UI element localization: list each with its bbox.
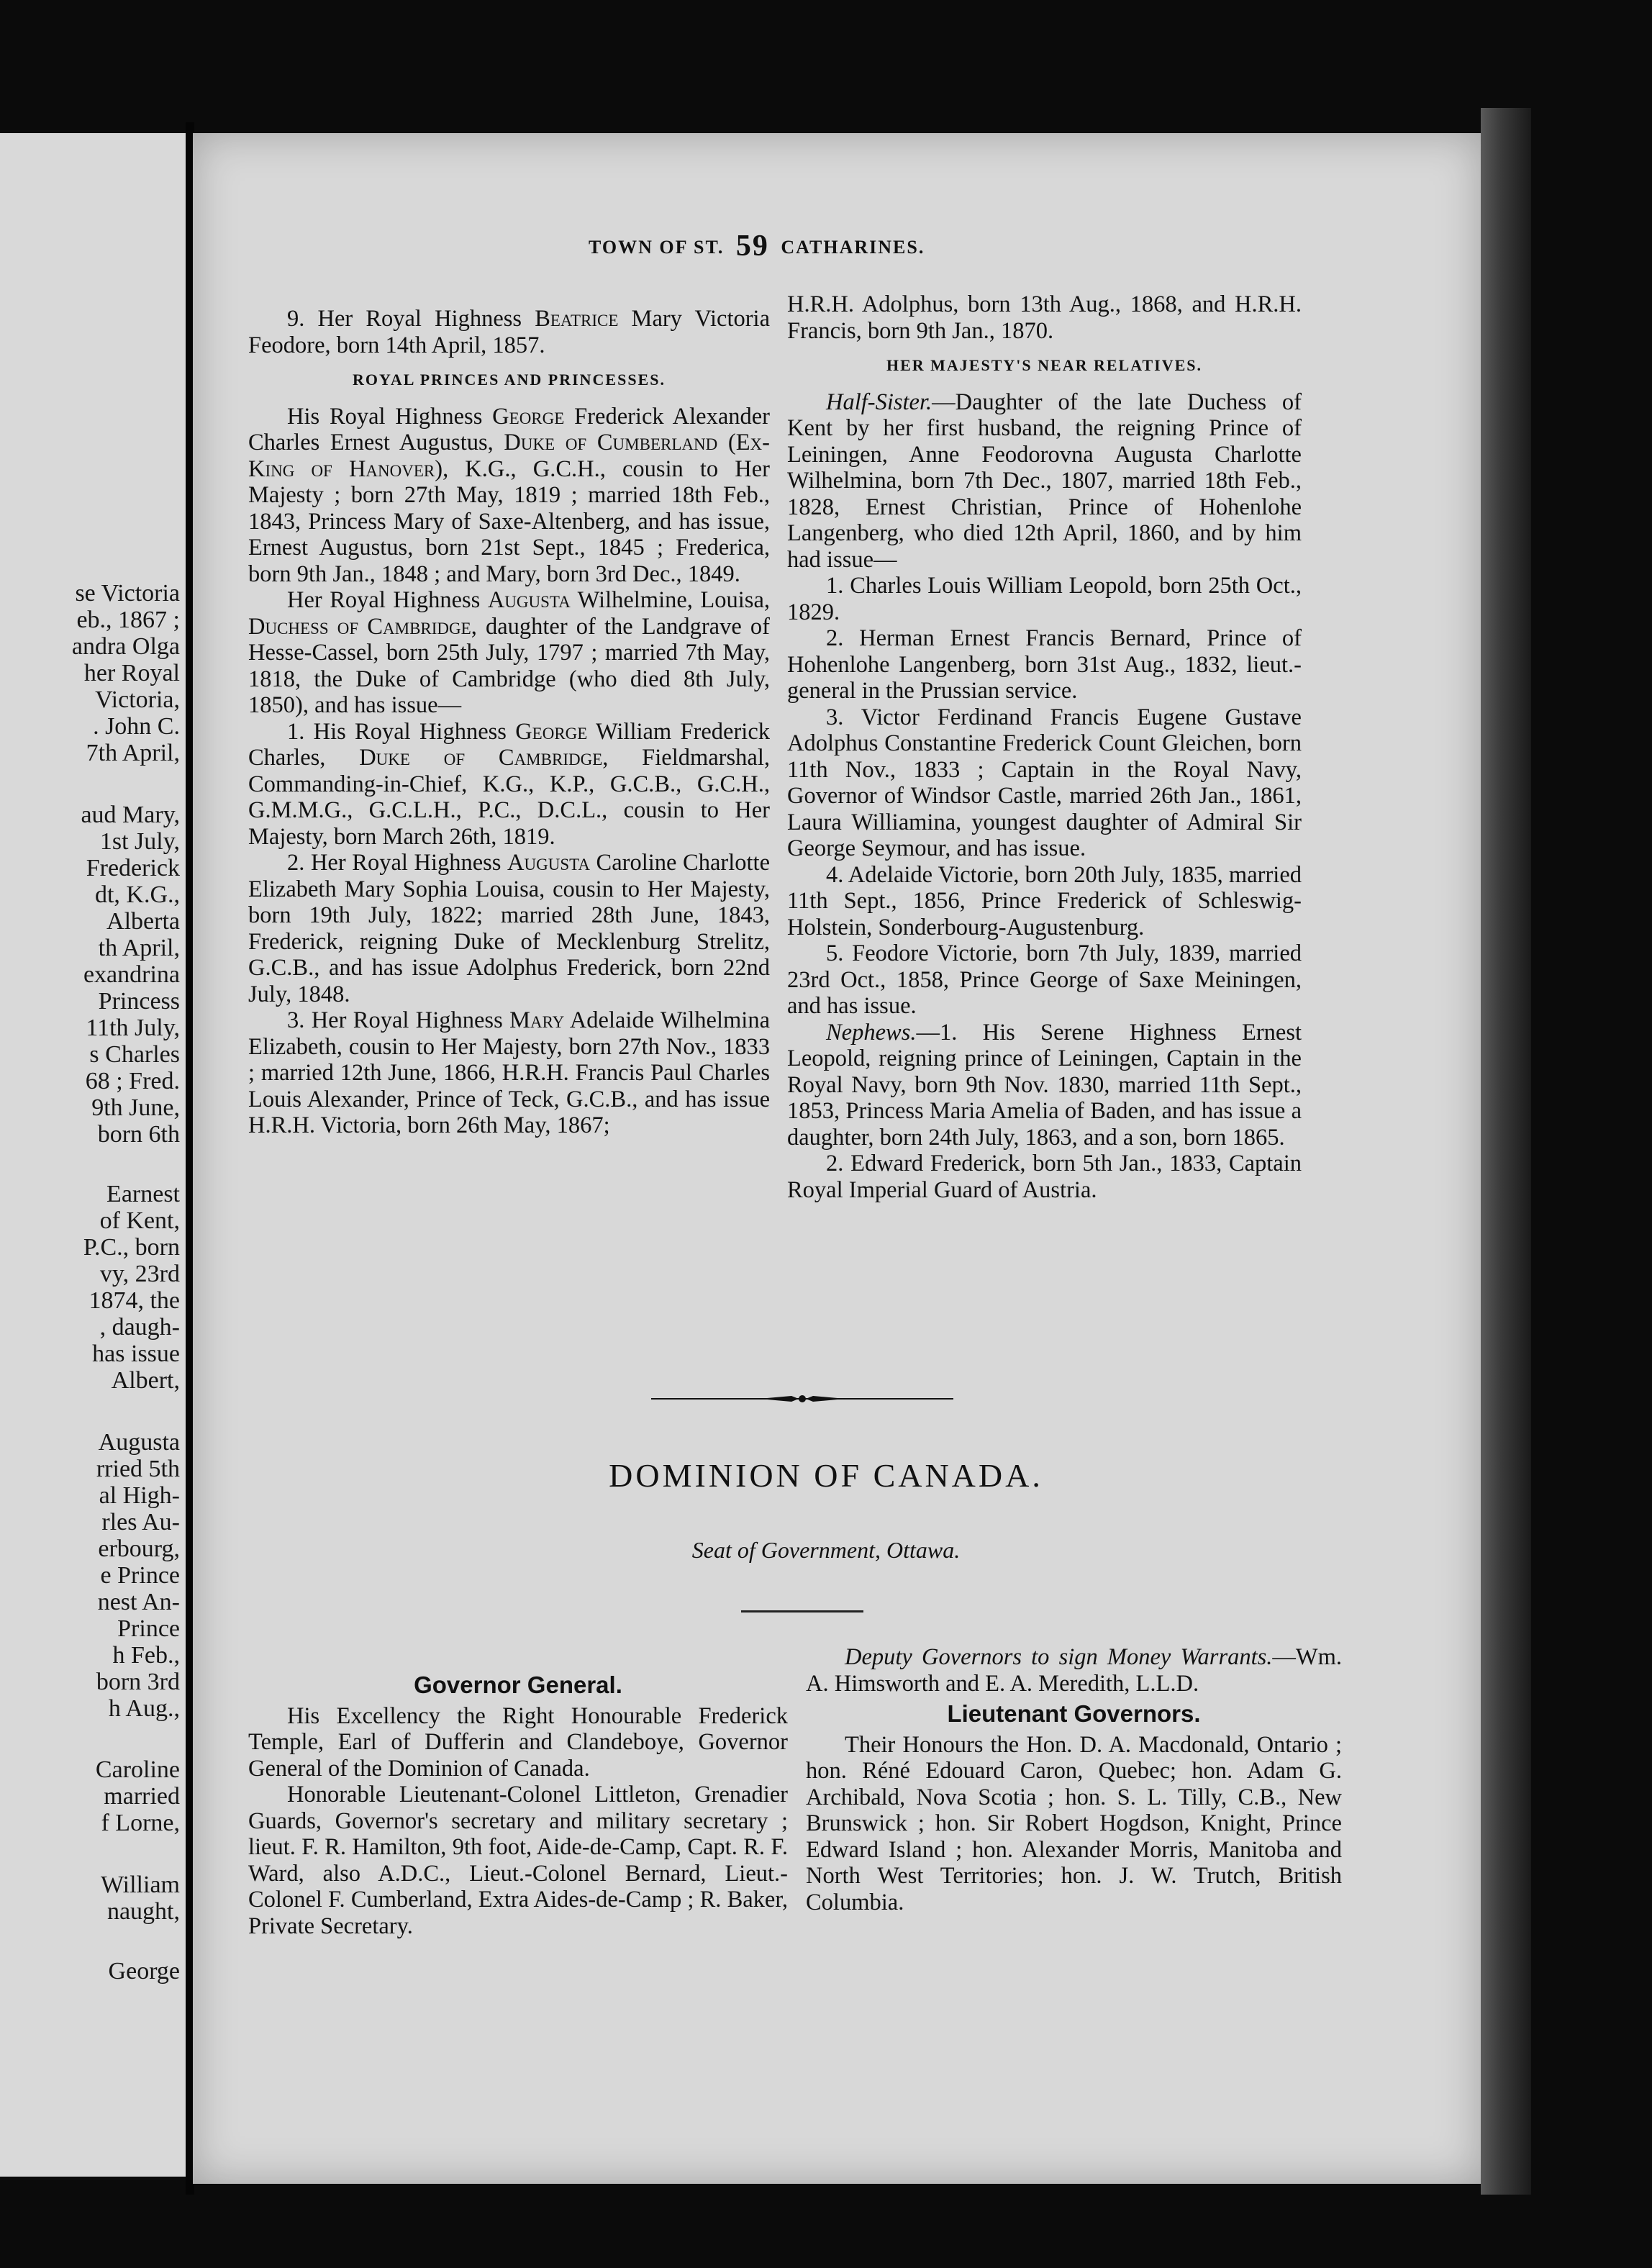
facing-page-line: e Prince [100,1562,180,1589]
facing-page-line: Augusta [98,1429,180,1456]
paragraph-continuation: H.R.H. Adolphus, born 13th Aug., 1868, and H.R.H. Francis, born 9th Jan., 1870. [787,291,1302,344]
paragraph-issue-1: 1. His Royal Highness George William Frederick Charles, Duke of Cambridge, Fieldmarshal, Commanding-in-Chief, K.G., K.P., G.C.B., G.C.H., G.M.M.G., G.C.L.H., P.C., D.C.L., cousin to Her Majesty, born March 26th, 1819. [248,718,770,850]
facing-page-line: dt, K.G., [94,881,180,908]
facing-page-line: married [104,1783,180,1810]
page-edge [1481,108,1531,2195]
facing-page-line: P.C., born [83,1234,180,1261]
facing-page-line: Princess [98,988,180,1015]
facing-page-line: rried 5th [96,1456,180,1482]
facing-page-line: eb., 1867 ; [76,607,180,633]
paragraph-george-cumberland: His Royal Highness George Frederick Alexander Charles Ernest Augustus, Duke of Cumberland (Ex-King of Hanover), K.G., G.C.H., cousin to Her Majesty ; born 27th May, 1819 ; married 18th Feb., 1843, Princess Mary of Saxe-Altenberg, and has issue, Ernest Augustus, born 21st Sept., 1845 ; Frederica, born 9th Jan., 1848 ; and Mary, born 3rd Dec., 1849. [248,403,770,587]
header-left: TOWN OF ST. [589,237,725,258]
facing-page-line: Albert, [111,1367,180,1394]
facing-page-line: nest An- [97,1589,180,1615]
facing-page-line: 7th April, [86,740,180,766]
facing-page-line: Alberta [106,908,180,935]
ornamental-divider [651,1393,953,1405]
facing-page-line: Frederick [86,855,180,881]
header-right: CATHARINES. [781,237,925,258]
facing-page-line: al High- [99,1482,180,1509]
column-left-top [248,306,770,1139]
facing-page-line: h Feb., [112,1642,180,1669]
facing-page-line: s Charles [89,1041,180,1068]
page-number: 59 [735,230,769,263]
paragraph-nephews: Nephews.—1. His Serene Highness Ernest Leopold, reigning prince of Leiningen, Captain in the Royal Navy, born 9th Nov. 1830, married 11th Sept., 1853, Princess Maria Amelia of Baden, and has issue a daughter, born 24th July, 1863, and a son, born 1865. [787,1019,1302,1151]
facing-page-line: 9th June, [91,1094,180,1121]
facing-page-line: Earnest [106,1181,180,1207]
facing-page-line: f Lorne, [101,1810,180,1836]
running-header [589,229,925,263]
facing-page-line: 1st July, [99,828,180,855]
paragraph-augusta-cambridge: Her Royal Highness Augusta Wilhelmine, Louisa, Duchess of Cambridge, daughter of the Landgrave of Hesse-Cassel, born 25th July, 1797 ; married 7th May, 1818, the Duke of Cambridge (who died 8th July, 1850), and has issue— [248,587,770,718]
facing-page-fragment [0,133,186,2177]
facing-page-line: William [100,1872,180,1898]
paragraph-issue-2: 2. Her Royal Highness Augusta Caroline Charlotte Elizabeth Mary Sophia Louisa, cousin to Her Majesty, born 19th July, 1822; married 28th June, 1843, Frederick, reigning Duke of Mecklenburg Strelitz, G.C.B., and has issue Adolphus Frederick, born 22nd July, 1848. [248,850,770,1007]
column-left-bottom [248,1668,788,1939]
facing-page-line: . John C. [93,713,180,740]
paragraph-relative-3: 3. Victor Ferdinand Francis Eugene Gustave Adolphus Constantine Frederick Count Gleichen, born 11th Nov., 1833 ; Captain in the Royal Navy, Governor of Windsor Castle, married 26th Jan., 1861, Laura Williamina, youngest daughter of Admiral Sir George Seymour, and has issue. [787,704,1302,861]
heading-governor-general: Governor General. [414,1671,622,1698]
facing-page-line: Victoria, [95,686,180,713]
paragraph-deputy-governors: Deputy Governors to sign Money Warrants.—Wm. A. Himsworth and E. A. Meredith, L.L.D. [806,1644,1342,1697]
paragraph-relative-5: 5. Feodore Victorie, born 7th July, 1839, married 23rd Oct., 1858, Prince George of Saxe Meiningen, and has issue. [787,940,1302,1019]
paragraph-relative-1: 1. Charles Louis William Leopold, born 25th Oct., 1829. [787,573,1302,625]
section-title: DOMINION OF CANADA. [609,1457,1043,1494]
facing-page-line: andra Olga [71,633,180,660]
facing-page-line: rles Au- [101,1509,180,1536]
facing-page-line: 68 ; Fred. [85,1068,180,1094]
paragraph-staff: Honorable Lieutenant-Colonel Littleton, Grenadier Guards, Governor's secretary and military secretary ; lieut. F. R. Hamilton, 9th foot, Aide-de-Camp, Capt. R. F. Ward, also A.D.C., Lieut.-Colonel Bernard, Lieut.-Colonel F. Cumberland, Extra Aides-de-Camp ; R. Baker, Private Secretary. [248,1782,788,1939]
facing-page-line: erbourg, [98,1536,180,1562]
paragraph-beatrice: 9. Her Royal Highness Beatrice Mary Victoria Feodore, born 14th April, 1857. [248,306,770,358]
facing-page-line: se Victoria [75,580,180,607]
heading-lieutenant-governors: Lieutenant Governors. [947,1700,1201,1727]
facing-page-line: born 3rd [96,1669,180,1695]
short-rule [741,1610,863,1612]
facing-page-line: naught, [106,1898,180,1925]
paragraph-relative-2: 2. Herman Ernest Francis Bernard, Prince of Hohenlohe Langenberg, born 31st Aug., 1832, lieut.-general in the Prussian service. [787,625,1302,704]
facing-page-line: of Kent, [99,1207,180,1234]
facing-page-line: 1874, the [88,1287,180,1314]
facing-page-line: vy, 23rd [99,1261,180,1287]
paragraph-excellency: His Excellency the Right Honourable Frederick Temple, Earl of Dufferin and Clandeboye, Governor General of the Dominion of Canada. [248,1702,788,1782]
facing-page-line: th April, [98,935,180,961]
facing-page-line: , daugh- [99,1314,180,1341]
section-subtitle: Seat of Government, Ottawa. [691,1537,961,1563]
facing-page-line: Prince [117,1615,180,1642]
column-right-top [787,291,1302,1203]
facing-page-line: born 6th [97,1121,180,1148]
facing-page-line: her Royal [83,660,180,686]
column-right-bottom [806,1644,1342,1915]
paragraph-half-sister: Half-Sister.—Daughter of the late Duchess of Kent by her first husband, the reigning Prince of Leiningen, Anne Feodorovna Augusta Charlotte Wilhelmina, born 7th Dec., 1807, married 18th Feb., 1828, Ernest Christian, Prince of Hohenlohe Langenberg, who died 12th April, 1860, and by him had issue— [787,389,1302,573]
paragraph-honours: Their Honours the Hon. D. A. Macdonald, Ontario ; hon. Réné Edouard Caron, Quebec; hon. Adam G. Archibald, Nova Scotia ; hon. S. L. Tilly, C.B., New Brunswick ; hon. Sir Robert Hogdson, Knight, Prince Edward Island ; hon. Alexander Morris, Manitoba and North West Territories; hon. J. W. Trutch, British Columbia. [806,1731,1342,1915]
paragraph-nephew-2: 2. Edward Frederick, born 5th Jan., 1833, Captain Royal Imperial Guard of Austria. [787,1151,1302,1203]
heading-near-relatives: HER MAJESTY'S NEAR RELATIVES. [886,356,1202,374]
paragraph-issue-3: 3. Her Royal Highness Mary Adelaide Wilhelmina Elizabeth, cousin to Her Majesty, born 27th Nov., 1833 ; married 12th June, 1866, H.R.H. Francis Paul Charles Louis Alexander, Prince of Teck, G.C.B., and has issue H.R.H. Victoria, born 26th May, 1867; [248,1007,770,1138]
facing-page-line: George [108,1958,180,1984]
facing-page-line: h Aug., [108,1695,180,1722]
facing-page-line: 11th July, [86,1015,180,1041]
facing-page-line: aud Mary, [81,802,180,828]
facing-page-line: exandrina [83,961,180,988]
heading-royal-princes: ROYAL PRINCES AND PRINCESSES. [353,371,666,389]
paragraph-relative-4: 4. Adelaide Victorie, born 20th July, 1835, married 11th Sept., 1856, Prince Frederick of Schleswig-Holstein, Sonderbourg-Augustenburg. [787,861,1302,940]
facing-page-line: has issue [92,1341,180,1367]
facing-page-line: Caroline [95,1756,180,1783]
